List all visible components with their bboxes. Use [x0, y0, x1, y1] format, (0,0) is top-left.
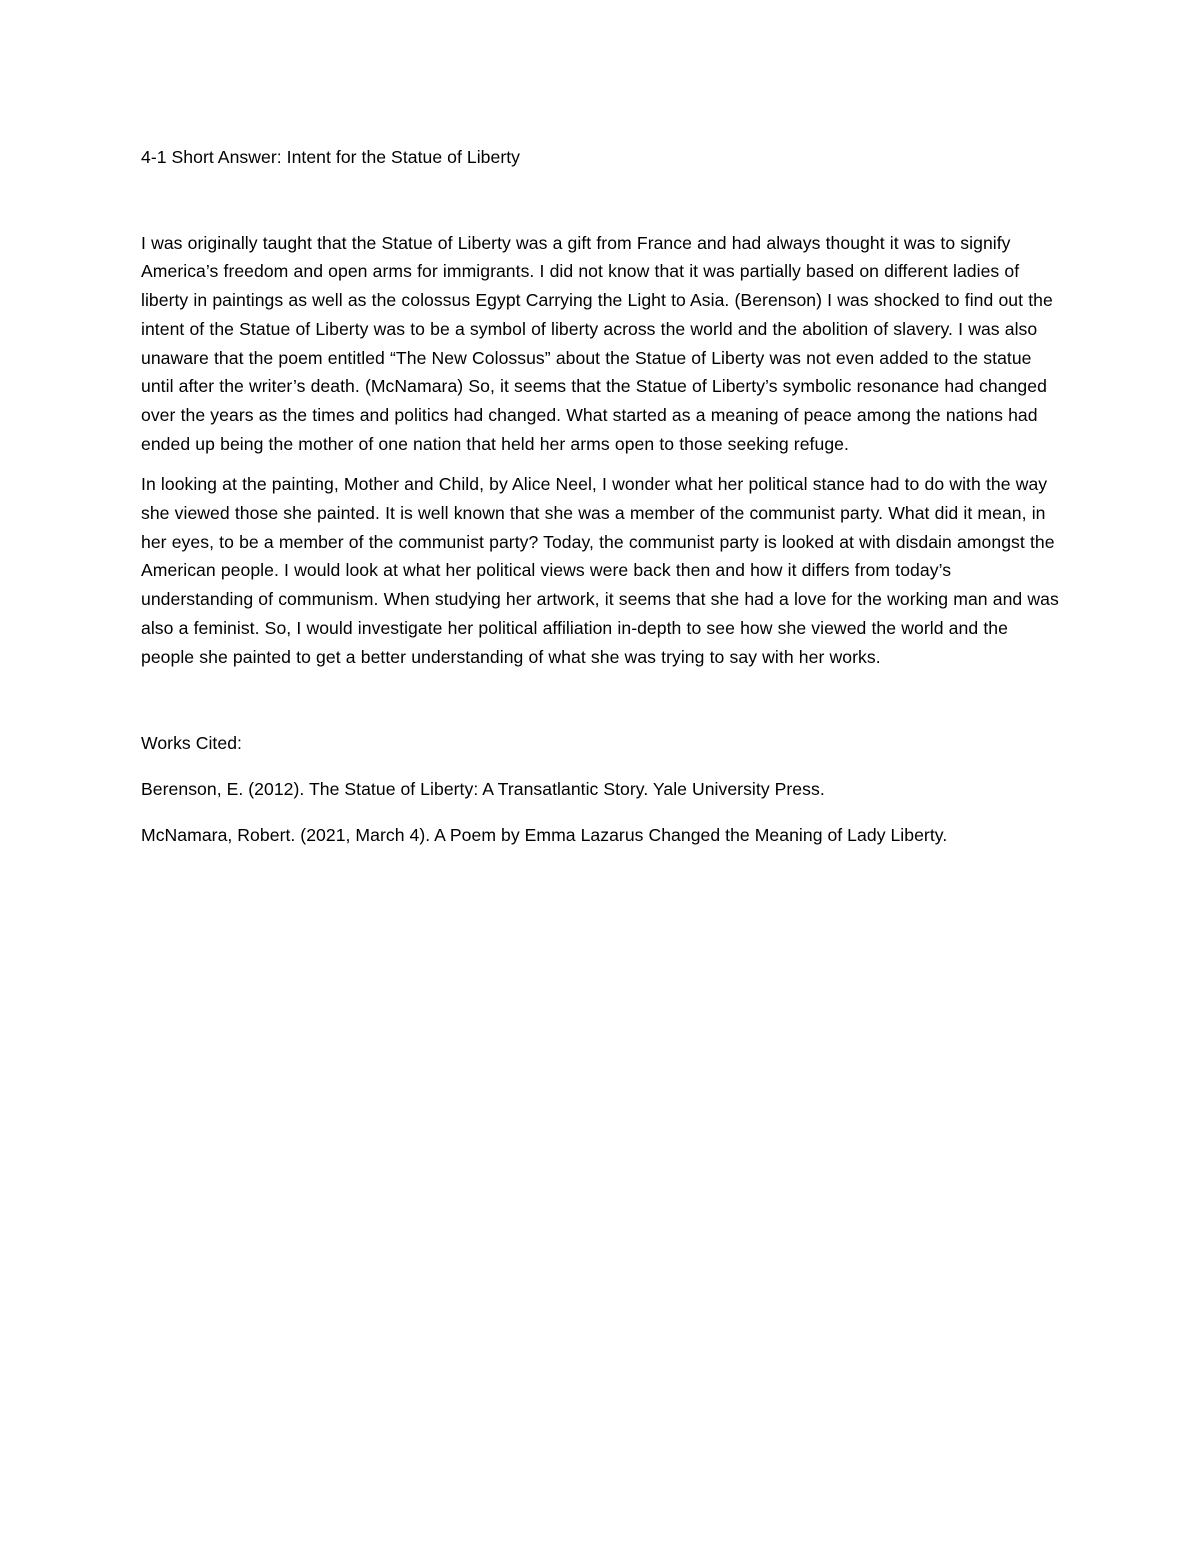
document-body — [141, 229, 1060, 672]
body-paragraph-1: I was originally taught that the Statue of Liberty was a gift from France and had always thought it was to signify America’s freedom and open arms for immigrants. I did not know that it was partially based on different ladies of liberty in paintings as well as the colossus Egypt Carrying the Light to Asia. (Berenson) I was shocked to find out the intent of the Statue of Liberty was to be a symbol of liberty across the world and the abolition of slavery. I was also unaware that the poem entitled “The New Colossus” about the Statue of Liberty was not even added to the statue until after the writer’s death. (McNamara) So, it seems that the Statue of Liberty’s symbolic resonance had changed over the years as the times and politics had changed. What started as a meaning of peace among the nations had ended up being the mother of one nation that held her arms open to those seeking refuge. — [141, 232, 1053, 454]
citation-entry-2: McNamara, Robert. (2021, March 4). A Poem by Emma Lazarus Changed the Meaning of Lady Liberty. — [141, 824, 948, 845]
works-cited-section — [141, 729, 1060, 849]
document-title: 4-1 Short Answer: Intent for the Statue of Liberty — [141, 147, 521, 167]
body-paragraph-2: In looking at the painting, Mother and Child, by Alice Neel, I wonder what her political stance had to do with the way she viewed those she painted. It is well known that she was a member of the communist party. What did it mean, in her eyes, to be a member of the communist party? Today, the communist party is looked at with disdain amongst the American people. I would look at what her political views were back then and how it differs from today’s understanding of communism. When studying her artwork, it seems that she had a love for the working man and was also a feminist. So, I would investigate her political affiliation in-depth to see how she viewed the world and the people she painted to get a better understanding of what she was trying to say with her works. — [141, 474, 1059, 667]
citation-entry-1: Berenson, E. (2012). The Statue of Liberty: A Transatlantic Story. Yale University Press. — [141, 778, 825, 799]
works-cited-heading: Works Cited: — [141, 733, 242, 754]
